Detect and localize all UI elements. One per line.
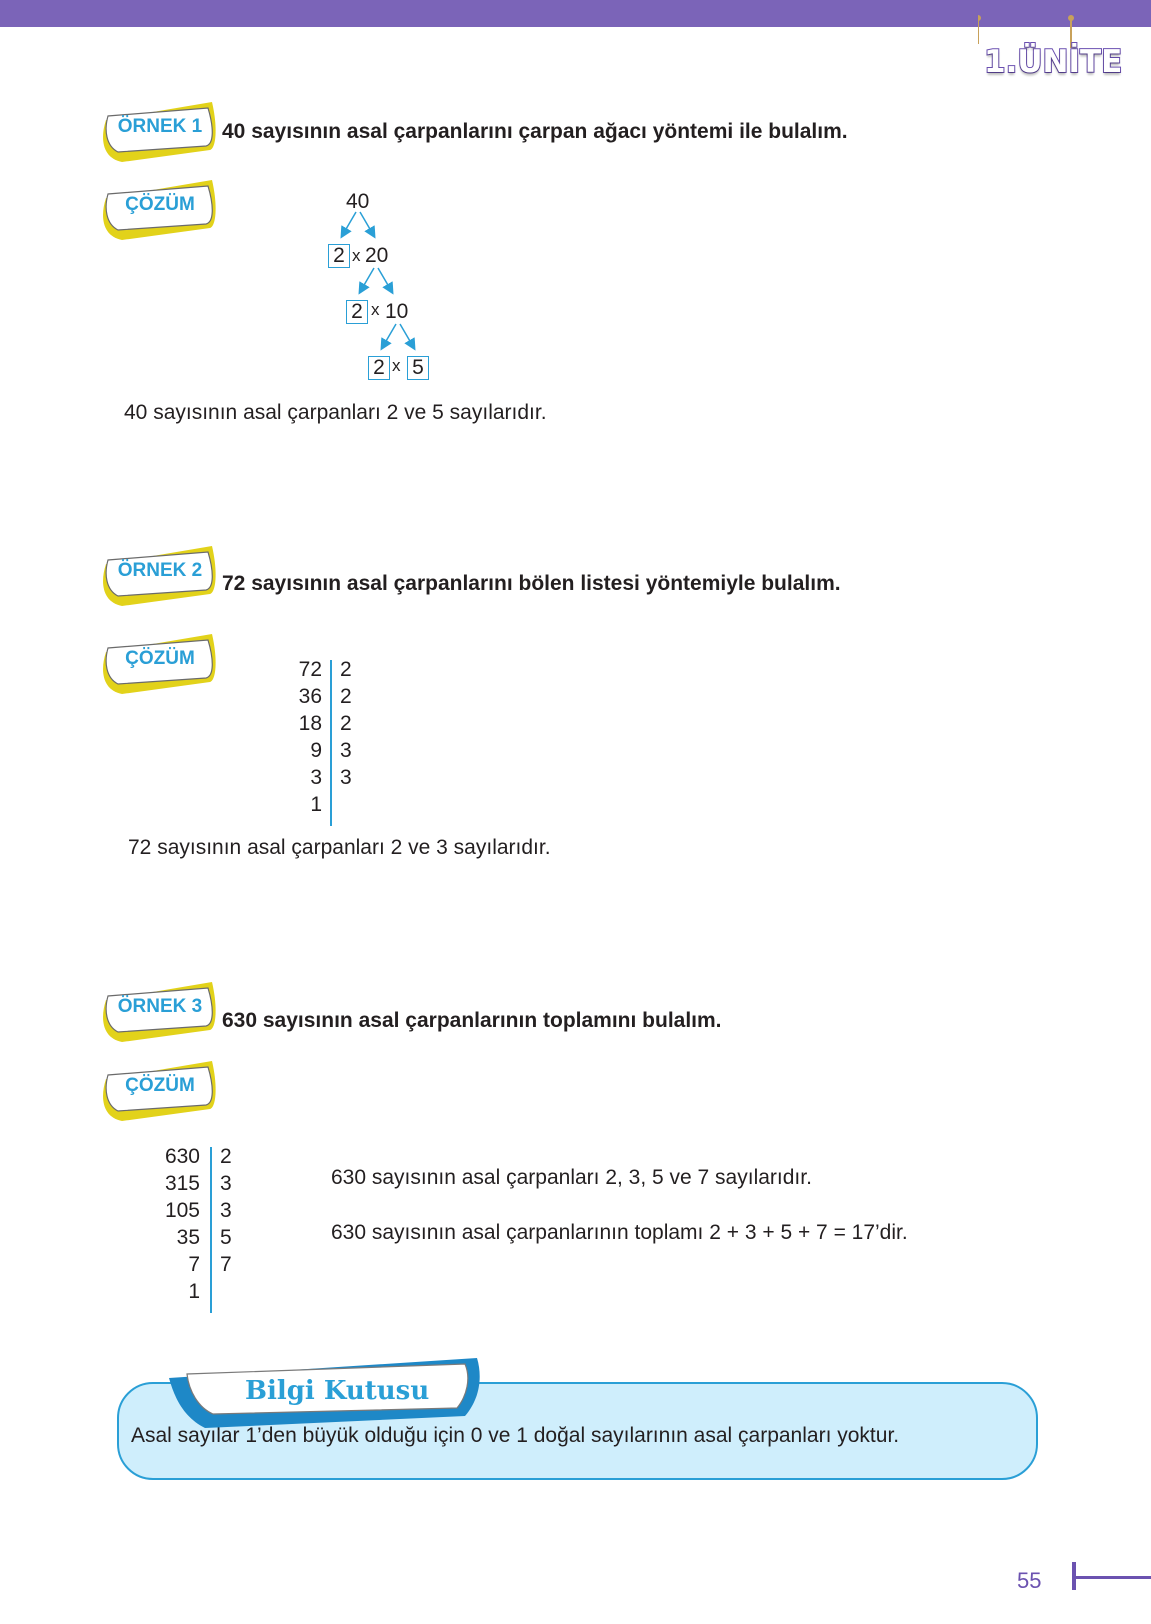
info-box-text: Asal sayılar 1’den büyük olduğu için 0 ve 1 doğal sayılarının asal çarpanları yoktur. [131,1424,900,1447]
unit-label: 1.ÜNİTE [984,44,1123,80]
ladder-right-3: 2 [340,712,352,735]
ladder-right-2: 3 [220,1172,232,1195]
solution-1-label [98,176,222,246]
ladder-left-6: 1 [310,793,322,816]
ladder-divider [330,660,332,826]
example-2-label-text: ÖRNEK 2 [117,560,203,581]
ladder-right-1: 2 [220,1145,232,1168]
tree-rest-3: 5 [407,356,429,380]
page-number: 55 [1017,1568,1042,1593]
ladder-right-2: 2 [340,685,352,708]
example-3-result-sum: 630 sayısının asal çarpanlarının toplamı 2 + 3 + 5 + 7 = 17’dir. [331,1221,908,1244]
tree-root: 40 [346,190,370,213]
tree-times-3: x [392,356,401,375]
page-marker-horizontal [1072,1576,1151,1579]
example-3-label [98,978,222,1048]
tree-rest-1: 20 [365,244,389,267]
example-2-question: 72 sayısının asal çarpanlarını bölen listesi yöntemiyle bulalım. [222,572,841,595]
ladder-right-4: 3 [340,739,352,762]
ladder-left-5: 3 [310,766,322,789]
ladder-left-4: 9 [310,739,322,762]
ladder-left-2: 315 [164,1172,200,1195]
tree-prime-2: 2 [346,300,368,324]
tree-rest-2: 10 [385,300,409,323]
ladder-left-6: 1 [188,1280,200,1303]
example-1-label [98,98,222,168]
ladder-left-3: 18 [298,712,322,735]
ladder-left-1: 630 [164,1145,200,1168]
ladder-right-4: 5 [220,1226,232,1249]
factor-tree [330,190,470,400]
info-box-tab [165,1356,485,1432]
ladder-left-3: 105 [164,1199,200,1222]
solution-2-label-text: ÇÖZÜM [125,648,195,669]
ladder-divider [210,1147,212,1313]
example-1-question: 40 sayısının asal çarpanlarını çarpan ağacı yöntemi ile bulalım. [222,120,848,143]
info-box-title: Bilgi Kutusu [245,1376,430,1406]
ladder-right-3: 3 [220,1199,232,1222]
tree-times-1: x [352,246,361,265]
example-1-result: 40 sayısının asal çarpanları 2 ve 5 sayılarıdır. [124,401,547,424]
solution-1-label-text: ÇÖZÜM [125,194,195,215]
ladder-right-5: 3 [340,766,352,789]
example-2-label [98,542,222,612]
ladder-left-1: 72 [298,658,322,681]
ladder-left-4: 35 [176,1226,200,1249]
tree-prime-3: 2 [368,356,390,380]
tree-prime-1: 2 [328,244,350,268]
ladder-left-5: 7 [188,1253,200,1276]
example-2-result: 72 sayısının asal çarpanları 2 ve 3 sayılarıdır. [128,836,551,859]
ladder-left-2: 36 [298,685,322,708]
solution-2-label [98,630,222,700]
unit-badge [978,14,1128,96]
tree-times-2: x [371,300,380,319]
example-3-result-primes: 630 sayısının asal çarpanları 2, 3, 5 ve 7 sayılarıdır. [331,1166,812,1189]
example-3-question: 630 sayısının asal çarpanlarının toplamını bulalım. [222,1009,722,1032]
ladder-right-5: 7 [220,1253,232,1276]
ladder-right-1: 2 [340,658,352,681]
solution-3-label-text: ÇÖZÜM [125,1075,195,1096]
example-1-label-text: ÖRNEK 1 [117,116,203,137]
solution-3-label [98,1057,222,1127]
example-3-label-text: ÖRNEK 3 [117,996,203,1017]
